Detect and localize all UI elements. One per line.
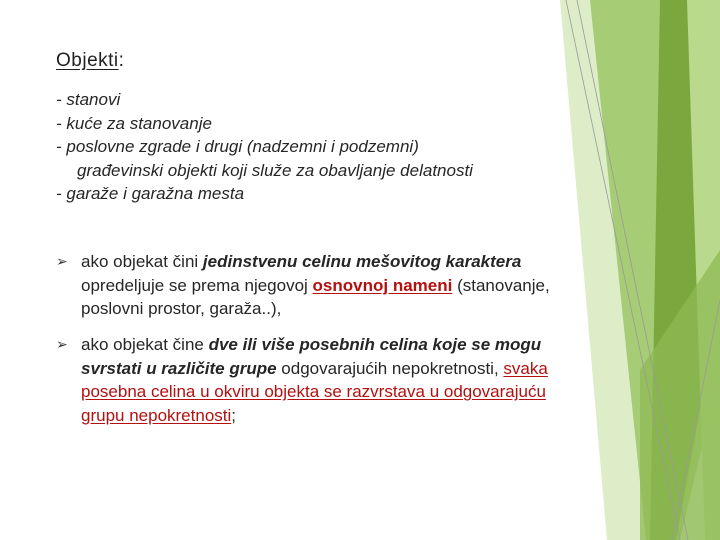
bullet-text-part: opredeljuje se prema njegovoj: [81, 275, 313, 295]
object-type-list: [56, 88, 586, 206]
list-item-continuation: građevinski objekti koji služe za obavljanje delatnosti: [77, 160, 473, 180]
slide-title: [56, 50, 124, 72]
bullet-emphasis: jedinstvenu celinu mešovitog karaktera: [202, 252, 522, 271]
list-item: - stanovi: [56, 90, 121, 109]
bullet-emphasis: dve ili više posebnih celina koje se mogu svrstati u različite grupe: [81, 335, 542, 378]
list-item: - poslovne zgrade i drugi (nadzemni i podzemni): [56, 137, 419, 156]
slide-title-colon: :: [118, 50, 125, 71]
bullet-text-part: ako objekat čine: [81, 335, 209, 354]
arrow-bullet-icon: ➢: [56, 336, 68, 352]
arrow-bullet-icon: ➢: [56, 253, 68, 269]
bullet-red-emphasis: osnovnoj nameni: [312, 275, 453, 295]
bullet-text-part: (stanovanje, poslovni prostor, garaža..),: [81, 275, 550, 318]
bullet-text: [81, 250, 586, 321]
list-item: - garaže i garažna mesta: [56, 184, 245, 203]
bullet-text-part: ;: [231, 405, 237, 425]
list-item: - kuće za stanovanje: [56, 113, 212, 133]
slide-title-text: Objekti: [56, 50, 119, 71]
bullet-text: [81, 333, 586, 427]
bullet-paragraph-1: [56, 250, 586, 321]
bullet-red-underline: svaka posebna celina u okviru objekta se razvrstava u odgovarajuću grupu nepokretnosti: [81, 358, 548, 425]
bullet-text-part: ako objekat čini: [81, 252, 203, 271]
bullet-paragraph-2: [56, 333, 586, 427]
bullet-text-part: odgovarajućih nepokretnosti,: [276, 358, 504, 378]
